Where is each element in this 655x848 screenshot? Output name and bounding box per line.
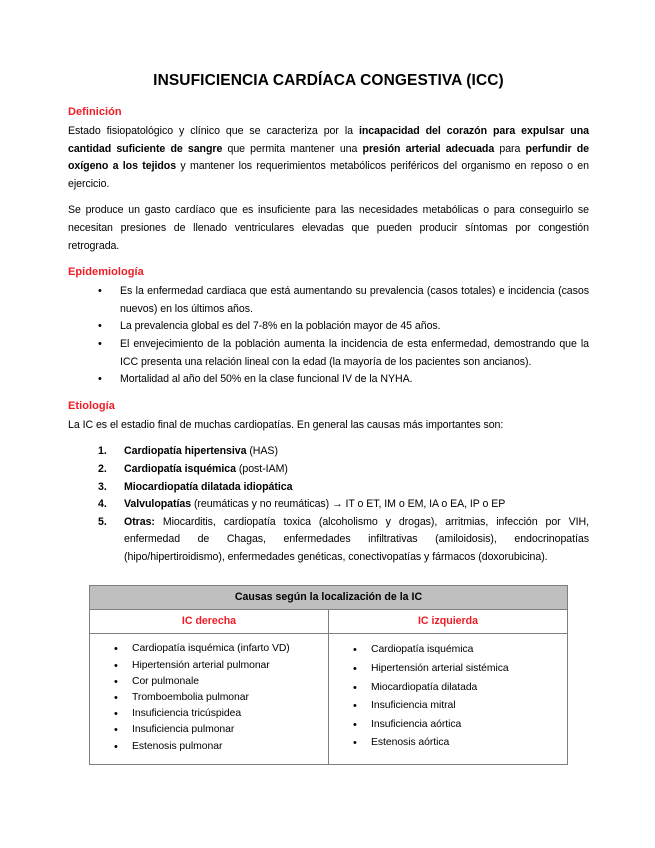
causas-table-wrapper bbox=[89, 585, 568, 764]
table-row bbox=[90, 586, 568, 610]
list-item: • Hipertensión arterial sistémica bbox=[371, 660, 561, 679]
definicion-text-4: y mantener los requerimientos metabólicos periféricos del organismo en reposo o en ejercicio. bbox=[68, 160, 589, 190]
section-heading-etiologia: Etiología bbox=[68, 399, 115, 412]
list-item: • Estenosis pulmonar bbox=[132, 739, 322, 755]
section-heading-epidemiologia: Epidemiología bbox=[68, 266, 144, 279]
list-item bbox=[124, 496, 589, 514]
list-item: • Insuficiencia mitral bbox=[371, 697, 561, 716]
list-item: • Cor pulmonale bbox=[132, 674, 322, 690]
definicion-bold-2: presión arterial adecuada bbox=[362, 142, 495, 155]
list-item: • Insuficiencia aórtica bbox=[371, 716, 561, 735]
ic-derecha-list bbox=[96, 641, 322, 754]
page-title: INSUFICIENCIA CARDÍACA CONGESTIVA (ICC) bbox=[153, 72, 504, 89]
definicion-text-1: Estado fisiopatológico y clínico que se caracteriza por la bbox=[68, 125, 359, 137]
table-header-ic-derecha: IC derecha bbox=[90, 610, 329, 634]
definicion-text-3: para bbox=[494, 142, 526, 155]
list-item: • Es la enfermedad cardiaca que está aumentando su prevalencia (casos totales) e incidencia (casos nuevos) en los últimos años. bbox=[120, 283, 589, 318]
table-title-cell: Causas según la localización de la IC bbox=[90, 586, 568, 610]
list-item bbox=[124, 514, 589, 567]
table-header-ic-izquierda: IC izquierda bbox=[329, 610, 568, 634]
etiologia-intro: La IC es el estadio final de muchas cardiopatías. En general las causas más importantes son: bbox=[68, 418, 504, 431]
definicion-paragraph-1 bbox=[68, 123, 589, 193]
list-item: • Estenosis aórtica bbox=[371, 734, 561, 753]
list-item: • Cardiopatía isquémica bbox=[371, 641, 561, 660]
table-row bbox=[90, 634, 568, 764]
list-item-bold: Cardiopatía isquémica bbox=[124, 462, 236, 475]
definicion-text-2: que permita mantener una bbox=[222, 142, 363, 155]
list-item bbox=[124, 461, 589, 479]
epidemiologia-list bbox=[68, 283, 589, 389]
list-item-bold: Valvulopatías bbox=[124, 498, 192, 511]
list-item: • La prevalencia global es del 7-8% en la población mayor de 45 años. bbox=[120, 318, 589, 336]
definicion-bold-3: perfundir de oxígeno a los tejidos bbox=[68, 142, 590, 173]
list-item bbox=[124, 479, 589, 497]
list-item-rest: Miocarditis, cardiopatía toxica (alcoholismo y drogas), arritmias, infección por VIH, enfermedad de Chagas, enfermedades infiltrativas (amiloidosis), endocrinopatías (hipo/hipertiroidismo), enfermedades genéticas, conectivopatías y fármacos (doxorubicina). bbox=[124, 515, 589, 563]
etiologia-list bbox=[68, 443, 589, 566]
list-item: • Mortalidad al año del 50% en la clase funcional IV de la NYHA. bbox=[120, 371, 589, 389]
list-item-bold: Miocardiopatía dilatada idiopática bbox=[124, 480, 293, 493]
list-item: • Tromboembolia pulmonar bbox=[132, 690, 322, 706]
list-item: • Insuficiencia tricúspidea bbox=[132, 706, 322, 722]
list-item-rest: (post-IAM) bbox=[236, 462, 288, 475]
list-item-rest: (reumáticas y no reumáticas) → IT o ET, IM o EM, IA o EA, IP o EP bbox=[191, 498, 506, 511]
list-item: • Hipertensión arterial pulmonar bbox=[132, 658, 322, 674]
section-heading-definicion: Definición bbox=[68, 106, 122, 118]
table-cell-ic-izquierda bbox=[329, 634, 568, 764]
list-item bbox=[124, 443, 589, 461]
ic-izquierda-list bbox=[335, 641, 561, 753]
definicion-bold-1: incapacidad del corazón para expulsar una cantidad suficiente de sangre bbox=[68, 125, 589, 155]
list-item-bold: Otras: bbox=[124, 515, 155, 528]
causas-table bbox=[89, 585, 568, 764]
list-item: • El envejecimiento de la población aumenta la incidencia de esta enfermedad, demostrando que la ICC presenta una relación lineal con la edad (la mayoría de los pacientes son ancianos). bbox=[120, 336, 589, 371]
definicion-paragraph-2: Se produce un gasto cardíaco que es insuficiente para las necesidades metabólicas o para conseguirlo se necesitan presiones de llenado ventriculares elevadas que pueden producir síntomas por congestión retrograda. bbox=[68, 204, 589, 252]
list-item-rest: (HAS) bbox=[246, 445, 278, 458]
list-item: • Miocardiopatía dilatada bbox=[371, 679, 561, 698]
list-item-bold: Cardiopatía hipertensiva bbox=[124, 445, 247, 458]
list-item: • Cardiopatía isquémica (infarto VD) bbox=[132, 641, 322, 657]
table-cell-ic-derecha bbox=[90, 634, 329, 764]
table-row bbox=[90, 610, 568, 634]
list-item: • Insuficiencia pulmonar bbox=[132, 722, 322, 738]
